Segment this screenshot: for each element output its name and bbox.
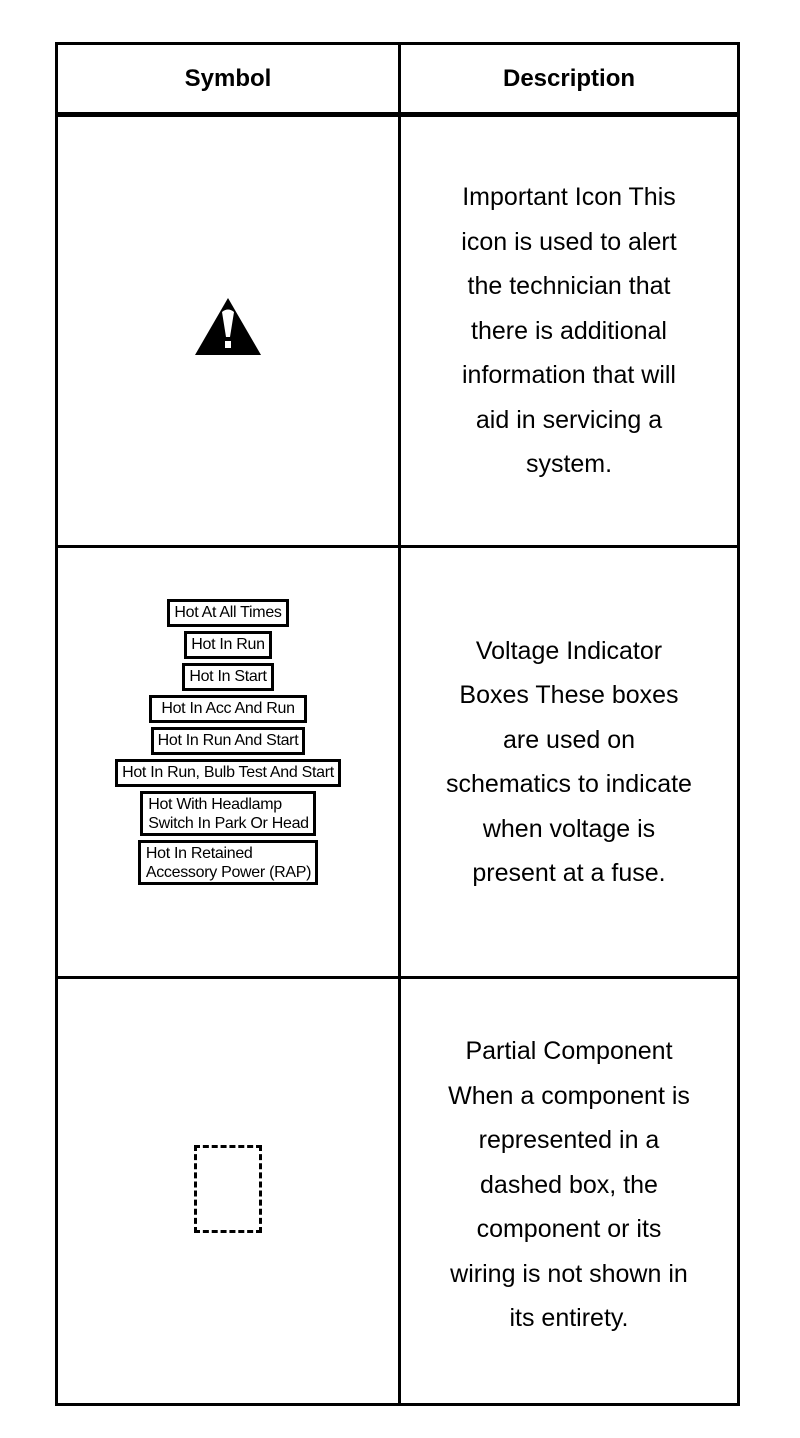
description-cell — [401, 117, 737, 545]
description-line: dashed box, the — [480, 1170, 658, 1199]
description-line: Important Icon This — [462, 183, 676, 212]
voltage-box-line: Switch In Park Or Head — [148, 815, 309, 832]
description-text — [446, 629, 692, 896]
description-line: its entirety. — [509, 1304, 629, 1333]
description-line: Partial Component — [465, 1037, 673, 1066]
description-line: present at a fuse. — [472, 859, 666, 887]
header-symbol: Symbol — [184, 64, 272, 92]
description-text — [448, 1029, 690, 1341]
description-line: wiring is not shown in — [450, 1259, 688, 1288]
description-line: system. — [525, 450, 613, 479]
voltage-box: Hot In Run And Start — [151, 727, 306, 755]
warning-triangle-icon — [193, 296, 263, 358]
description-line: when voltage is — [482, 814, 656, 843]
description-line: icon is used to alert — [461, 227, 677, 256]
voltage-box — [138, 840, 318, 885]
symbol-table — [55, 42, 740, 1406]
voltage-box-line: Hot With Headlamp — [148, 796, 282, 813]
voltage-box-line: Accessory Power (RAP) — [145, 864, 312, 881]
description-line: aid in servicing a — [475, 405, 663, 434]
voltage-box: Hot In Acc And Run — [149, 695, 306, 723]
symbol-cell — [58, 979, 398, 1403]
voltage-indicator-boxes — [115, 599, 341, 885]
description-cell — [401, 548, 737, 976]
voltage-box: Hot In Run — [184, 631, 272, 659]
description-line: Voltage Indicator — [475, 636, 663, 665]
voltage-box: Hot In Start — [182, 663, 273, 691]
description-line: component or its — [476, 1215, 662, 1244]
voltage-box: Hot At All Times — [167, 599, 288, 627]
description-line: the technician that — [467, 272, 671, 301]
symbol-cell — [58, 548, 398, 976]
symbol-cell — [58, 117, 398, 545]
description-line: schematics to indicate — [446, 770, 692, 798]
description-line: information that will — [462, 361, 676, 390]
description-line: are used on — [502, 725, 636, 754]
header-description: Description — [502, 64, 636, 92]
voltage-box: Hot In Run, Bulb Test And Start — [115, 759, 341, 787]
description-text — [461, 175, 676, 487]
dashed-box-icon — [194, 1145, 262, 1233]
description-cell — [401, 979, 737, 1403]
description-line: Boxes These boxes — [459, 681, 679, 709]
voltage-box — [140, 791, 316, 836]
voltage-box-line: Hot In Retained — [145, 845, 253, 862]
description-line: When a component is — [448, 1081, 690, 1110]
description-line: represented in a — [478, 1126, 660, 1155]
description-line: there is additional — [471, 316, 667, 345]
